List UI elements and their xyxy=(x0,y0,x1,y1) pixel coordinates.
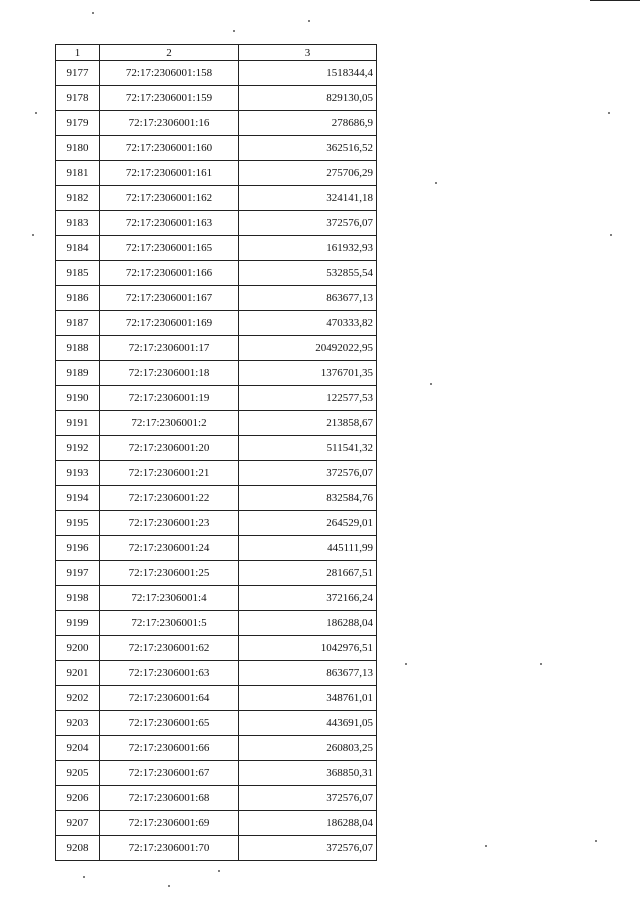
table-row xyxy=(56,161,377,186)
row-number: 9206 xyxy=(56,786,100,811)
cadastral-value: 275706,29 xyxy=(239,161,377,186)
scan-speck xyxy=(233,30,235,32)
cadastral-number: 72:17:2306001:162 xyxy=(100,186,239,211)
cadastral-number: 72:17:2306001:2 xyxy=(100,411,239,436)
row-number: 9207 xyxy=(56,811,100,836)
table-row xyxy=(56,836,377,861)
scan-speck xyxy=(485,845,487,847)
row-number: 9182 xyxy=(56,186,100,211)
row-number: 9184 xyxy=(56,236,100,261)
table-row xyxy=(56,536,377,561)
table-row xyxy=(56,486,377,511)
table-row xyxy=(56,611,377,636)
row-number: 9180 xyxy=(56,136,100,161)
table-row xyxy=(56,461,377,486)
scan-speck xyxy=(595,840,597,842)
row-number: 9185 xyxy=(56,261,100,286)
table-body xyxy=(56,61,377,861)
cadastral-number: 72:17:2306001:167 xyxy=(100,286,239,311)
cadastral-number: 72:17:2306001:160 xyxy=(100,136,239,161)
scan-speck xyxy=(405,663,407,665)
cadastral-value: 324141,18 xyxy=(239,186,377,211)
cadastral-number: 72:17:2306001:5 xyxy=(100,611,239,636)
cadastral-number: 72:17:2306001:159 xyxy=(100,86,239,111)
cadastral-number: 72:17:2306001:69 xyxy=(100,811,239,836)
table-row xyxy=(56,711,377,736)
cadastral-value: 1376701,35 xyxy=(239,361,377,386)
cadastral-value: 863677,13 xyxy=(239,661,377,686)
table-row xyxy=(56,686,377,711)
cadastral-value: 186288,04 xyxy=(239,611,377,636)
row-number: 9179 xyxy=(56,111,100,136)
table-row xyxy=(56,436,377,461)
column-header-2: 2 xyxy=(100,45,239,61)
cadastral-value: 532855,54 xyxy=(239,261,377,286)
table-row xyxy=(56,511,377,536)
cadastral-value: 372166,24 xyxy=(239,586,377,611)
cadastral-value: 278686,9 xyxy=(239,111,377,136)
cadastral-value: 372576,07 xyxy=(239,836,377,861)
row-number: 9177 xyxy=(56,61,100,86)
header-row xyxy=(56,45,377,61)
table-row xyxy=(56,61,377,86)
scan-speck xyxy=(608,112,610,114)
cadastral-number: 72:17:2306001:17 xyxy=(100,336,239,361)
scan-speck xyxy=(83,876,85,878)
cadastral-value: 443691,05 xyxy=(239,711,377,736)
row-number: 9188 xyxy=(56,336,100,361)
row-number: 9186 xyxy=(56,286,100,311)
cadastral-number: 72:17:2306001:158 xyxy=(100,61,239,86)
table-row xyxy=(56,361,377,386)
scan-speck xyxy=(92,12,94,14)
table-row xyxy=(56,86,377,111)
table-row xyxy=(56,661,377,686)
cadastral-value: 186288,04 xyxy=(239,811,377,836)
cadastral-value: 372576,07 xyxy=(239,461,377,486)
cadastral-value: 470333,82 xyxy=(239,311,377,336)
table-row xyxy=(56,811,377,836)
table-row xyxy=(56,561,377,586)
row-number: 9193 xyxy=(56,461,100,486)
row-number: 9195 xyxy=(56,511,100,536)
table-row xyxy=(56,236,377,261)
row-number: 9203 xyxy=(56,711,100,736)
cadastral-value: 362516,52 xyxy=(239,136,377,161)
cadastral-value: 372576,07 xyxy=(239,786,377,811)
row-number: 9199 xyxy=(56,611,100,636)
row-number: 9208 xyxy=(56,836,100,861)
cadastral-number: 72:17:2306001:16 xyxy=(100,111,239,136)
table-row xyxy=(56,786,377,811)
cadastral-number: 72:17:2306001:67 xyxy=(100,761,239,786)
table-row xyxy=(56,261,377,286)
cadastral-number: 72:17:2306001:23 xyxy=(100,511,239,536)
cadastral-number: 72:17:2306001:66 xyxy=(100,736,239,761)
table-row xyxy=(56,386,377,411)
scan-speck xyxy=(218,870,220,872)
cadastral-value: 863677,13 xyxy=(239,286,377,311)
cadastral-number: 72:17:2306001:163 xyxy=(100,211,239,236)
row-number: 9194 xyxy=(56,486,100,511)
row-number: 9204 xyxy=(56,736,100,761)
scan-speck xyxy=(32,234,34,236)
cadastral-number: 72:17:2306001:169 xyxy=(100,311,239,336)
column-header-3: 3 xyxy=(239,45,377,61)
table-row xyxy=(56,336,377,361)
column-header-1: 1 xyxy=(56,45,100,61)
scan-speck xyxy=(610,234,612,236)
scan-edge-line xyxy=(590,0,640,1)
cadastral-value: 372576,07 xyxy=(239,211,377,236)
cadastral-value: 264529,01 xyxy=(239,511,377,536)
table-row xyxy=(56,636,377,661)
cadastral-value: 161932,93 xyxy=(239,236,377,261)
row-number: 9196 xyxy=(56,536,100,561)
cadastral-number: 72:17:2306001:22 xyxy=(100,486,239,511)
row-number: 9197 xyxy=(56,561,100,586)
cadastral-number: 72:17:2306001:19 xyxy=(100,386,239,411)
table-row xyxy=(56,136,377,161)
row-number: 9200 xyxy=(56,636,100,661)
row-number: 9187 xyxy=(56,311,100,336)
cadastral-value: 20492022,95 xyxy=(239,336,377,361)
cadastral-number: 72:17:2306001:68 xyxy=(100,786,239,811)
cadastral-value: 281667,51 xyxy=(239,561,377,586)
table-row xyxy=(56,736,377,761)
scan-speck xyxy=(540,663,542,665)
scan-speck xyxy=(168,885,170,887)
cadastral-number: 72:17:2306001:25 xyxy=(100,561,239,586)
table-row xyxy=(56,311,377,336)
cadastral-number: 72:17:2306001:166 xyxy=(100,261,239,286)
cadastral-number: 72:17:2306001:21 xyxy=(100,461,239,486)
row-number: 9181 xyxy=(56,161,100,186)
row-number: 9192 xyxy=(56,436,100,461)
table-row xyxy=(56,186,377,211)
scan-speck xyxy=(435,182,437,184)
scan-speck xyxy=(430,383,432,385)
cadastral-number: 72:17:2306001:70 xyxy=(100,836,239,861)
cadastral-value: 348761,01 xyxy=(239,686,377,711)
cadastral-number: 72:17:2306001:165 xyxy=(100,236,239,261)
cadastral-value: 445111,99 xyxy=(239,536,377,561)
cadastral-number: 72:17:2306001:20 xyxy=(100,436,239,461)
scan-speck xyxy=(35,112,37,114)
cadastral-value: 368850,31 xyxy=(239,761,377,786)
scan-speck xyxy=(308,20,310,22)
row-number: 9198 xyxy=(56,586,100,611)
row-number: 9178 xyxy=(56,86,100,111)
row-number: 9190 xyxy=(56,386,100,411)
cadastral-value: 122577,53 xyxy=(239,386,377,411)
cadastral-number: 72:17:2306001:24 xyxy=(100,536,239,561)
row-number: 9183 xyxy=(56,211,100,236)
cadastral-number: 72:17:2306001:63 xyxy=(100,661,239,686)
table-row xyxy=(56,211,377,236)
cadastral-number: 72:17:2306001:65 xyxy=(100,711,239,736)
table-row xyxy=(56,761,377,786)
table-row xyxy=(56,286,377,311)
cadastral-value-table xyxy=(55,44,377,861)
cadastral-value: 260803,25 xyxy=(239,736,377,761)
row-number: 9201 xyxy=(56,661,100,686)
cadastral-value: 511541,32 xyxy=(239,436,377,461)
cadastral-value: 1042976,51 xyxy=(239,636,377,661)
table-row xyxy=(56,111,377,136)
row-number: 9189 xyxy=(56,361,100,386)
row-number: 9191 xyxy=(56,411,100,436)
cadastral-number: 72:17:2306001:18 xyxy=(100,361,239,386)
cadastral-value: 832584,76 xyxy=(239,486,377,511)
row-number: 9205 xyxy=(56,761,100,786)
table-header xyxy=(56,45,377,61)
table-row xyxy=(56,411,377,436)
cadastral-value: 213858,67 xyxy=(239,411,377,436)
table-row xyxy=(56,586,377,611)
cadastral-number: 72:17:2306001:64 xyxy=(100,686,239,711)
row-number: 9202 xyxy=(56,686,100,711)
cadastral-value: 829130,05 xyxy=(239,86,377,111)
cadastral-number: 72:17:2306001:161 xyxy=(100,161,239,186)
cadastral-value: 1518344,4 xyxy=(239,61,377,86)
cadastral-number: 72:17:2306001:62 xyxy=(100,636,239,661)
cadastral-number: 72:17:2306001:4 xyxy=(100,586,239,611)
